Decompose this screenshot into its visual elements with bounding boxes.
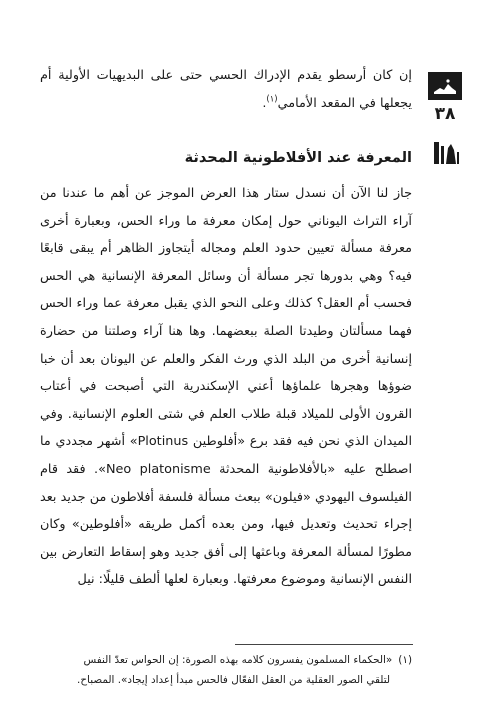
body-text-1: جاز لنا الآن أن نسدل ستار هذا العرض الموجز عن أهم ما عندنا من آراء التراث اليوناني حول إمكان معرفة ما وراء الحس، وبعبارة أخرى معرفة مسألة تعيين حدود العلم ومجاله أيتجاوز الظاهر أم يبقى قابعًا فيه؟ وهي بدورها تجر مسألة أن وسائل المعرفة الإنسانية هي الحس فحسب أم العقل؟ كذلك وعلى النحو الذي يقبل معرفة عما وراء الحس فهما مسألتان وطيدتا الصلة ببعضهما. وها هنا آراء وصلتنا من حضارة إنسانية أخرى من البلد الذي ورث الفكر والعلم عن اليونان بعد أن خبا ضوؤها وهجرها علماؤها أعني الإسكندرية التي أصبحت في أعتاب القرون الأولى للميلاد قبلة طلاب العلم في شتى العلوم الإنسانية. وفي الميدان الذي نحن فيه فقد برع «أفلوطين [40, 186, 412, 450]
footnote-number: (١) [398, 654, 412, 666]
body-text-2: » أشهر مجددي ما اصطلح عليه «بالأفلاطونية المحدثة [40, 434, 413, 477]
chapter-tab-icon [428, 72, 462, 100]
body-paragraph [40, 180, 412, 594]
footnote-reference[interactable]: (١) [266, 94, 278, 105]
page-number: ٣٨ [434, 104, 456, 124]
footnote [40, 650, 412, 690]
latin-term-neoplatonism: Neo platonisme [105, 461, 211, 477]
side-ornament-icon [432, 142, 460, 164]
intro-paragraph [40, 62, 412, 117]
intro-text-end: . [262, 95, 267, 111]
section-heading: المعرفة عند الأفلاطونية المحدثة [184, 150, 412, 166]
footnote-line-2: لتلقي الصور العقلية من العقل الفعّال فالحس مبدأ إعداد إيجاد». المصباح. [77, 674, 390, 686]
body-text-3: ». فقد قام الفيلسوف اليهودي «فيلون» ببعث مسألة فلسفة أفلاطون من جديد بعد إجراء تحديث وتعديل فيها، ومن بعده أكمل طريقه «أفلوطين» وكان مطورًا لمسألة المعرفة وباعثها إلى أفق جديد وهو إسقاط التعارض بين النفس الإنسانية وموضوع معرفتها. وبعبارة لعلها ألطف قليلًا: نيل [40, 461, 412, 588]
intro-text: إن كان أرسطو يقدم الإدراك الحسي حتى على البديهيات الأولية أم يجعلها في المقعد الأمامي [40, 68, 412, 111]
latin-term-plotinus: Plotinus [137, 434, 189, 450]
footnote-line-1: «الحكماء المسلمون يفسرون كلامه بهذه الصورة: إن الحواس تعدّ النفس [83, 654, 393, 666]
footnote-divider [235, 644, 413, 645]
